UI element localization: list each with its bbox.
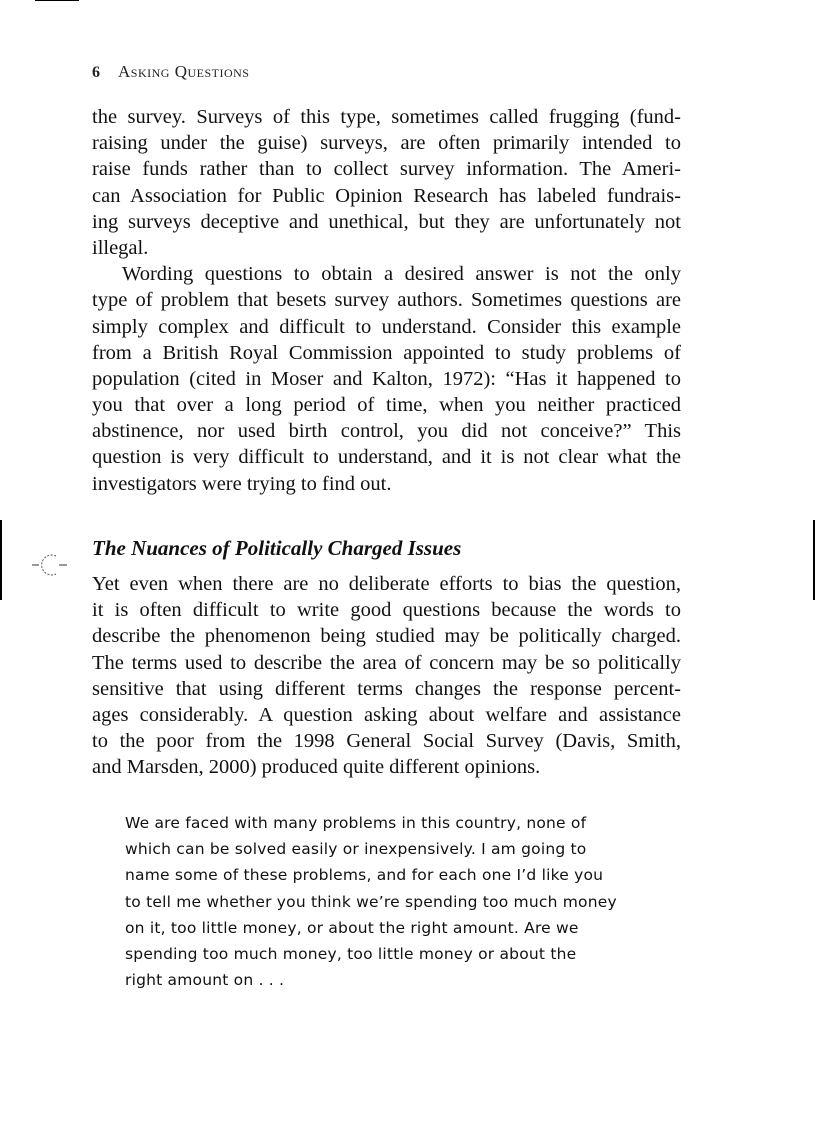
text-line: population (cited in Moser and Kalton, 1972): “Has it happened to <box>92 367 681 390</box>
text-line: simply complex and difficult to understand. Consider this example <box>92 315 681 338</box>
page-number: 6 <box>92 64 100 81</box>
text-line: raise funds rather than to collect survey information. The Ameri- <box>92 158 681 181</box>
running-title: Asking Questions <box>118 62 250 81</box>
text-line: and Marsden, 2000) produced quite different opinions. <box>92 756 541 779</box>
text-line: abstinence, nor used birth control, you did not conceive?” This <box>92 420 681 443</box>
text-line: The terms used to describe the area of concern may be so politically <box>92 651 681 674</box>
crop-mark-top <box>35 0 79 1</box>
text-line: Yet even when there are no deliberate efforts to bias the question, <box>92 573 681 595</box>
text-line: the survey. Surveys of this type, sometimes called frugging (fund- <box>92 106 681 128</box>
body-text-top <box>92 104 681 497</box>
text-line: illegal. <box>92 236 149 259</box>
text-line: raising under the guise) surveys, are often primarily intended to <box>92 132 681 155</box>
text-line: ing surveys deceptive and unethical, but they are unfortunately not <box>92 210 681 233</box>
body-text-bottom <box>92 571 681 781</box>
quote-line: to tell me whether you think we’re spending too much money <box>125 892 617 911</box>
quote-line: We are faced with many problems in this country, none of <box>125 814 587 832</box>
text-line: to the poor from the 1998 General Social Survey (Davis, Smith, <box>92 730 681 753</box>
quote-line: which can be solved easily or inexpensively. I am going to <box>125 840 587 859</box>
registration-mark-icon <box>32 548 68 582</box>
text-line: from a British Royal Commission appointed to study problems of <box>92 341 681 364</box>
text-line: can Association for Public Opinion Research has labeled fundrais- <box>92 184 681 207</box>
text-line: sensitive that using different terms changes the response percent- <box>92 677 681 700</box>
survey-question-quote <box>125 810 685 993</box>
text-line: Wording questions to obtain a desired answer is not the only <box>122 263 681 286</box>
text-line: ages considerably. A question asking about welfare and assistance <box>92 703 681 726</box>
crop-mark-left <box>0 520 2 600</box>
text-line: investigators were trying to find out. <box>92 472 392 495</box>
text-line: you that over a long period of time, when you neither practiced <box>92 394 681 417</box>
section-heading: The Nuances of Politically Charged Issues <box>92 536 462 560</box>
quote-line: right amount on . . . <box>125 971 285 990</box>
crop-mark-right <box>813 520 815 600</box>
text-line: type of problem that besets survey authors. Sometimes questions are <box>92 289 681 312</box>
quote-line: name some of these problems, and for each one I’d like you <box>125 866 604 885</box>
text-line: question is very difficult to understand, and it is not clear what the <box>92 446 681 469</box>
quote-line: spending too much money, too little money or about the <box>125 944 577 963</box>
running-header <box>92 62 249 82</box>
text-line: it is often difficult to write good questions because the words to <box>92 599 681 622</box>
text-line: describe the phenomenon being studied may be politically charged. <box>92 625 681 648</box>
quote-line: on it, too little money, or about the right amount. Are we <box>125 918 579 937</box>
